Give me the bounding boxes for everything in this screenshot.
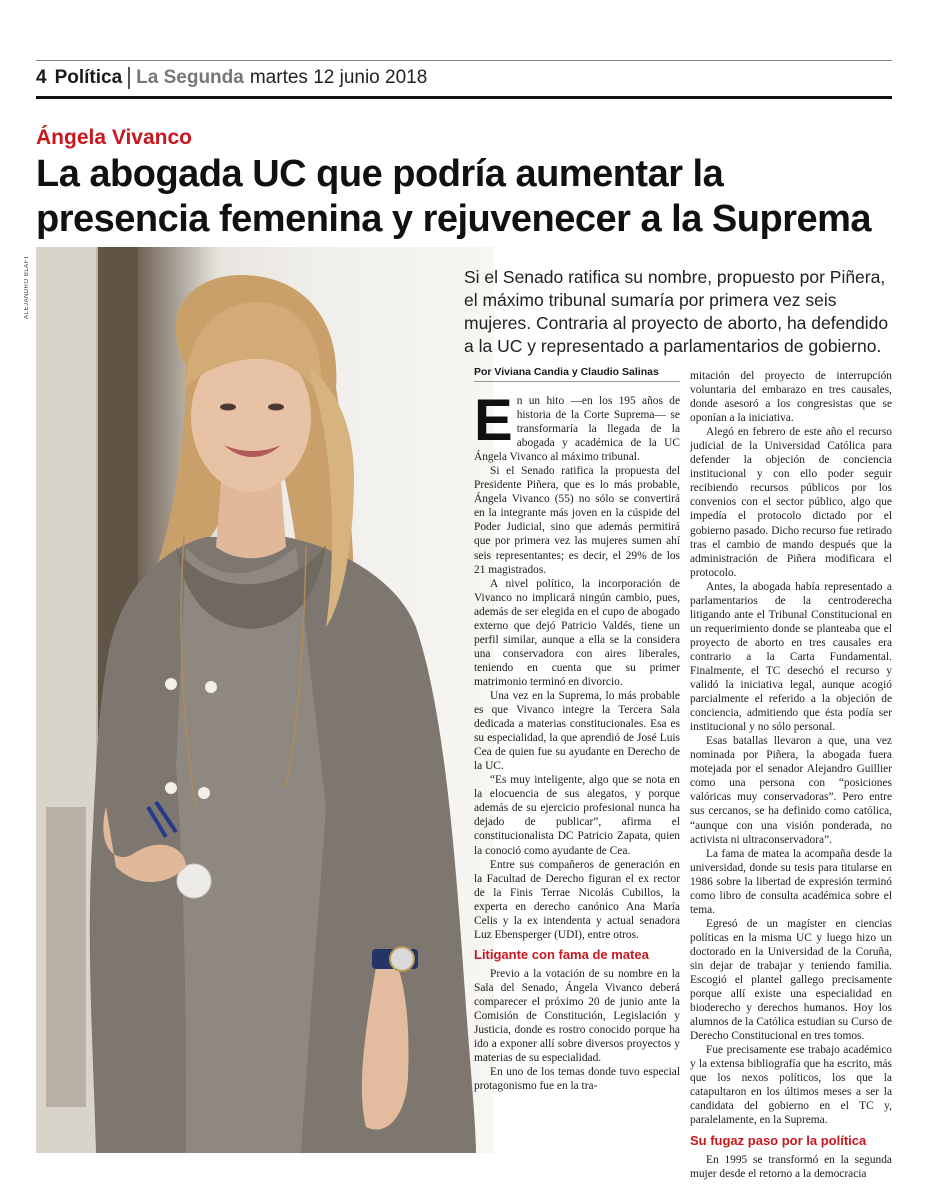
photo-credit: ALEJANDRO BLAFT xyxy=(24,255,30,319)
body-paragraph: En uno de los temas donde tuvo especial protagonismo fue en la tra- xyxy=(474,1066,680,1093)
body-column-2 xyxy=(690,369,892,1181)
section-subhead: Litigante con fama de matea xyxy=(474,946,649,962)
article-byline: Por Viviana Candia y Claudio Salinas xyxy=(474,366,680,382)
portrait-illustration xyxy=(36,247,494,1153)
article-headline: La abogada UC que podría aumentar la presencia femenina y rejuvenecer a la Suprema xyxy=(36,153,872,240)
body-paragraph: La fama de matea la acompaña desde la universidad, donde su tesis para titularse en 1986 sobre la libertad de expresión terminó como libro de consulta académica sobre el tema. xyxy=(690,847,892,916)
body-paragraph xyxy=(474,388,680,464)
header-rule-top xyxy=(36,60,892,61)
body-paragraph: Una vez en la Suprema, lo más probable es que Vivanco integre la Tercera Sala dedicada a materias constitucionales. Esa es su especialidad, la que aprendió de José Luis Cea de quien fue su ayudante en Derecho de la UC. xyxy=(474,689,680,773)
header-rule-bottom xyxy=(36,96,892,99)
article-deck: Si el Senado ratifica su nombre, propuesto por Piñera, el máximo tribunal sumaría por primera vez seis mujeres. Contraria al proyecto de aborto, ha defendido a la UC y representado a parlamentarios de gobierno. xyxy=(464,267,889,356)
section-subhead: Su fugaz paso por la política xyxy=(690,1132,867,1148)
body-paragraph: Previo a la votación de su nombre en la Sala del Senado, Ángela Vivanco deberá comparecer el próximo 20 de junio ante la Comisión de Constitución, Legislación y Justicia, donde es rostro conocido porque ha ido a exponer allí sobre diversos proyectos y materias de su especialidad. xyxy=(474,967,680,1065)
body-paragraph: Si el Senado ratifica la propuesta del Presidente Piñera, que es lo más probable, Ángela Vivanco (55) no sólo se convertirá en la integrante más joven en la cúspide del Poder Judicial, sino que además permitirá que por primera vez las mujeres sumen ahí seis representantes; es decir, el 29% de los 21 magistrados. xyxy=(474,465,680,576)
issue-date: martes 12 junio 2018 xyxy=(249,67,428,88)
masthead xyxy=(36,63,427,93)
body-paragraph: En 1995 se transformó en la segunda mujer desde el retorno a la democracia xyxy=(690,1153,892,1180)
page-number: 4 xyxy=(36,67,47,88)
body-paragraph: “Es muy inteligente, algo que se nota en la elocuencia de sus alegatos, y porque además de su ejercicio profesional nunca ha dejado de publicar”, afirma el constitucionalista DC Patricio Zapata, quien la conoció como ayudante de Cea. xyxy=(474,774,680,857)
body-column-1 xyxy=(474,388,680,1093)
body-paragraph: mitación del proyecto de interrupción voluntaria del embarazo en tres causales, donde asesoró a los congresistas que se oponían a la iniciativa. xyxy=(690,370,892,425)
body-paragraph: Egresó de un magíster en ciencias políticas en la misma UC y luego hizo un doctorado en la Universidad de la Coruña, sin dejar de trabajar y teniendo familia. Escogió el plantel gallego precisamente porque allí existe una especialidad en bioderecho y derechos humanos. Hoy los alumnos de la Católica estudian su Curso de Derecho Constitucional en tres tomos. xyxy=(690,917,892,1043)
body-paragraph: Esas batallas llevaron a que, una vez nominada por Piñera, la abogada fuera motejada por el senador Alejandro Guillier como una persona con “posiciones valóricas muy conservadoras”. Pero entre sus cercanos, se ha definido como católica, “aunque con una visión ponderada, no activista ni ultraconservadora”. xyxy=(690,735,892,846)
paragraph-text: n un hito —en los 195 años de historia de la Corte Suprema— se transformaría la llegada de la abogada y académica de la UC Ángela Vivanco al máximo tribunal. xyxy=(474,395,680,464)
drop-cap: E xyxy=(474,388,513,453)
body-paragraph: Alegó en febrero de este año el recurso judicial de la Universidad Católica para defender la objeción de conciencia institucional y con ello poder seguir recibiendo recursos públicos por los convenios con el sector público, algo que impedía el protocolo dictado por el gobierno pasado. Dicho recurso fue retirado tras el cambio de mando después que la administración de Piñera modificara el protocolo. xyxy=(690,426,892,579)
body-paragraph: Antes, la abogada había representado a parlamentarios de la centroderecha litigando ante el Tribunal Constitucional en un requerimiento donde se planteaba que el proyecto de aborto en tres causales era contrario a la Carta Fundamental. Finalmente, el TC desechó el recurso y validó la iniciativa legal, aunque acogió parcialmente el referido a la objeción de conciencia, admitiendo que ésta podía ser institucional y no sólo personal. xyxy=(690,580,892,734)
section-name: Política xyxy=(55,67,131,89)
body-paragraph: Fue precisamente ese trabajo académico y la extensa bibliografía que ha escrito, más que los nexos políticos, los que la catapultaron en los últimos meses a ser la candidata del gobierno en el TC y, paralelamente, en la Suprema. xyxy=(690,1044,892,1127)
portrait-photo xyxy=(36,247,494,1153)
body-paragraph: A nivel político, la incorporación de Vivanco no implicará ningún cambio, pues, además de ser elegida en el cupo de abogado externo que dejó Patricio Valdés, tiene un perfil similar, aunque a ella se la considera una conservadora con aires liberales, teniendo en cuenta que su primer matrimonio terminó en divorcio. xyxy=(474,577,680,688)
body-paragraph: Entre sus compañeros de generación en la Facultad de Derecho figuran el ex rector de la Finis Terrae Nicolás Cubillos, la experta en derecho canónico Ana María Celis y la ex intendenta y actual senadora Luz Ebensperger (UDI), entre otros. xyxy=(474,858,680,941)
publication-name: La Segunda xyxy=(136,67,244,88)
article-kicker: Ángela Vivanco xyxy=(36,126,193,149)
